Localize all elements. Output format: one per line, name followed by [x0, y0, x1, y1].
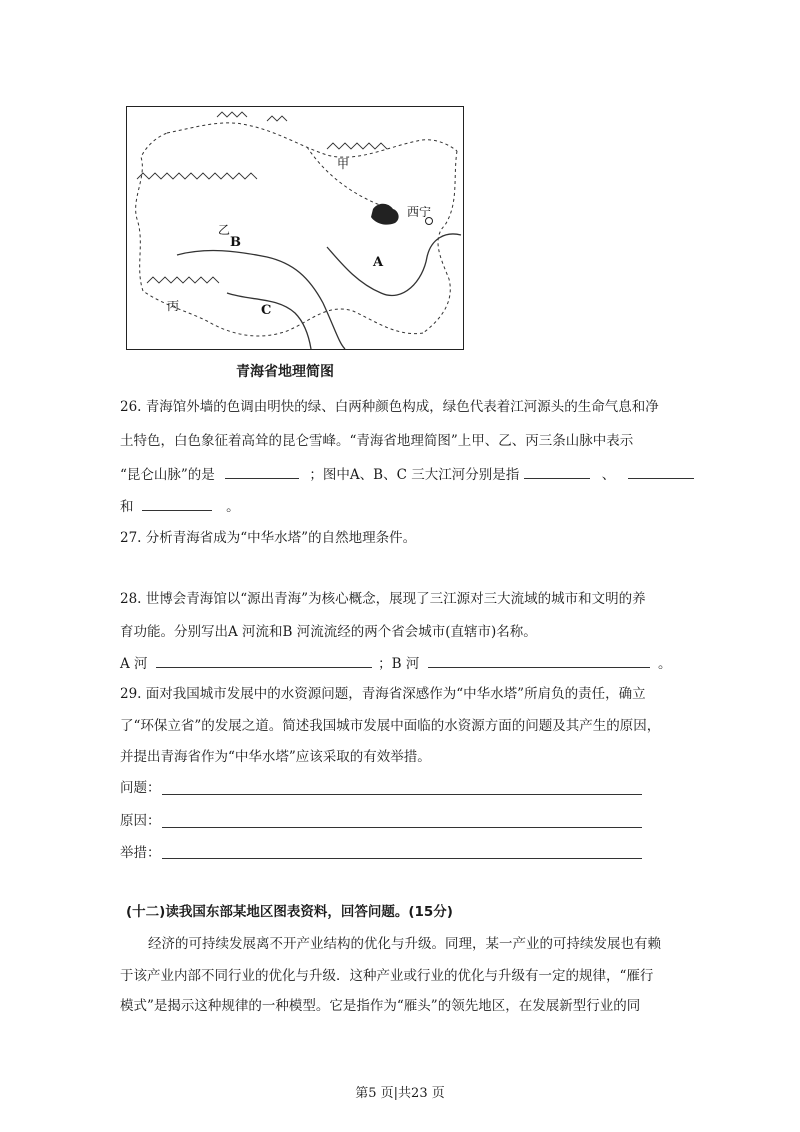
section12-para-line1: 经济的可持续发展离不开产业结构的优化与升级。同理，某一产业的可持续发展也有赖 [148, 936, 661, 952]
map-caption: 青海省地理简图 [236, 364, 334, 380]
river-a [327, 234, 461, 295]
qinghai-lake [371, 204, 399, 225]
section12-para-line3: 模式”是揭示这种规律的一种模型。它是指作为“雁头”的领先地区，在发展新型行业的同 [120, 998, 641, 1014]
q28-line2: 育功能。分别写出A 河流和B 河流流经的两个省会城市(直辖市)名称。 [120, 624, 537, 640]
measure-answer-line[interactable] [162, 857, 642, 859]
river-c-answer-blank[interactable] [142, 496, 212, 511]
q28-answer-line [120, 653, 671, 674]
province-boundary-south [143, 291, 423, 336]
q26-line3 [120, 464, 694, 485]
a-river-cities-blank[interactable] [156, 653, 372, 668]
q29-line2: 了“环保立省”的发展之道。简述我国城市发展中面临的水资源方面的问题及其产生的原因， [120, 718, 661, 734]
page-footer: 第5 页|共23 页 [355, 1086, 445, 1101]
map-label-bing: 丙 [167, 299, 180, 313]
inner-boundary [307, 147, 397, 211]
mountain-range-bing [147, 277, 219, 283]
b-river-cities-blank[interactable] [428, 653, 650, 668]
q28-b-label: ；B 河 [378, 656, 420, 672]
q29-line3: 并提出青海省作为“中华水塔”应该采取的有效举措。 [120, 749, 431, 765]
province-boundary-east [423, 151, 457, 333]
q26-line2: 土特色，白色象征着高耸的昆仑雪峰。“青海省地理简图”上甲、乙、丙三条山脉中表示 [120, 433, 634, 449]
map-label-jia: 甲 [337, 157, 350, 171]
map-label-b: B [230, 235, 241, 250]
province-boundary [167, 123, 457, 157]
map-label-c: C [261, 303, 272, 318]
q26-end: 。 [226, 499, 240, 515]
q26-line3-prefix: “昆仑山脉”的是 [120, 467, 215, 483]
river-c [227, 293, 311, 349]
mountain-range-jia [327, 143, 387, 149]
kunlun-answer-blank[interactable] [225, 464, 299, 479]
q26-line4 [120, 496, 240, 517]
map-label-a: A [373, 255, 384, 270]
q26-line3-middle: ；图中A、B、C 三大江河分别是指 [309, 467, 520, 483]
map-label-xining: 西宁 [407, 205, 432, 219]
river-a-answer-blank[interactable] [524, 464, 590, 479]
province-boundary-west [136, 133, 167, 291]
q27-text: 27. 分析青海省成为“中华水塔”的自然地理条件。 [120, 530, 417, 546]
q29-line1: 29. 面对我国城市发展中的水资源问题，青海省深感作为“中华水塔”所肩负的责任，确立 [120, 686, 646, 702]
q26-line1: 26. 青海馆外墙的色调由明快的绿、白两种颜色构成，绿色代表着江河源头的生命气息和净 [120, 399, 659, 415]
mountain-range-yi [137, 173, 257, 179]
qinghai-map-figure [126, 106, 464, 350]
q28-a-label: A 河 [120, 656, 148, 672]
section12-heading: (十二)读我国东部某地区图表资料，回答问题。(15分) [126, 904, 453, 920]
q26-and: 和 [120, 499, 134, 515]
q26-comma: 、 [601, 467, 616, 483]
problem-answer-line[interactable] [162, 793, 642, 795]
cause-label: 原因： [120, 813, 161, 829]
cause-answer-line[interactable] [162, 826, 642, 828]
measure-label: 举措： [120, 845, 161, 861]
problem-label: 问题： [120, 780, 161, 796]
q28-line1: 28. 世博会青海馆以“源出青海”为核心概念，展现了三江源对三大流域的城市和文明的养 [120, 591, 646, 607]
mountain-ticks-top [217, 112, 287, 121]
map-label-yi: 乙 [218, 223, 231, 237]
river-b-answer-blank[interactable] [628, 464, 694, 479]
q28-end: 。 [657, 656, 672, 672]
section12-para-line2: 于该产业内部不同行业的优化与升级．这种产业或行业的优化与升级有一定的规律，“雁行 [120, 968, 654, 984]
